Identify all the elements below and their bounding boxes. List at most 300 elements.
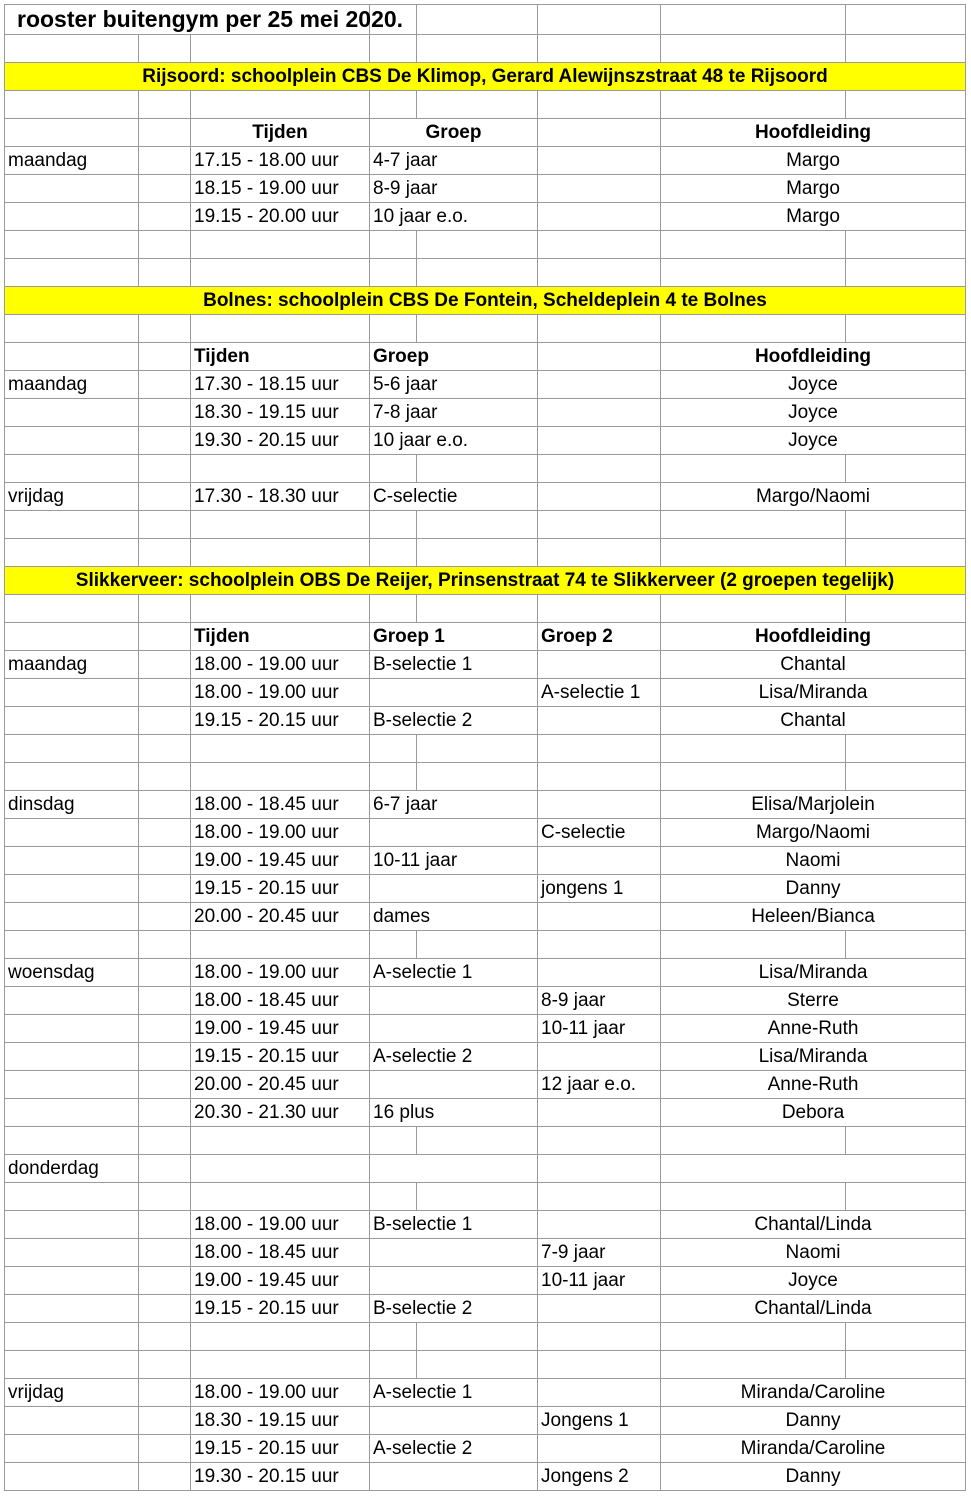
empty-cell[interactable] — [370, 455, 417, 483]
empty-cell[interactable] — [846, 91, 966, 119]
time-cell[interactable]: 18.15 - 19.00 uur — [191, 175, 370, 203]
empty-cell[interactable] — [846, 35, 966, 63]
leader-cell[interactable]: Joyce — [661, 427, 966, 455]
empty-cell[interactable] — [846, 315, 966, 343]
day-cell[interactable] — [5, 1435, 139, 1463]
empty-cell[interactable] — [370, 231, 417, 259]
time-cell[interactable]: 18.00 - 19.00 uur — [191, 1211, 370, 1239]
spacer-cell[interactable] — [139, 427, 191, 455]
empty-cell[interactable] — [661, 231, 846, 259]
leader-cell[interactable]: Chantal/Linda — [661, 1211, 966, 1239]
spacer-cell[interactable] — [139, 1379, 191, 1407]
leader-cell[interactable]: Danny — [661, 875, 966, 903]
group2-cell[interactable] — [538, 119, 661, 147]
empty-cell[interactable] — [191, 455, 370, 483]
time-cell[interactable]: 19.15 - 20.15 uur — [191, 707, 370, 735]
time-cell[interactable]: 19.00 - 19.45 uur — [191, 1015, 370, 1043]
leader-cell[interactable]: Naomi — [661, 847, 966, 875]
section-title[interactable]: Rijsoord: schoolplein CBS De Klimop, Gerard Alewijnszstraat 48 te Rijsoord — [5, 63, 966, 91]
empty-cell[interactable] — [191, 1183, 370, 1211]
empty-cell[interactable] — [191, 763, 370, 791]
empty-cell[interactable] — [191, 511, 370, 539]
spacer-cell[interactable] — [139, 203, 191, 231]
group2-cell[interactable] — [538, 427, 661, 455]
day-cell[interactable] — [5, 427, 139, 455]
empty-cell[interactable] — [139, 1323, 191, 1351]
empty-cell[interactable] — [538, 1127, 661, 1155]
group1-cell[interactable]: Groep 1 — [370, 623, 538, 651]
group1-cell[interactable] — [370, 1015, 538, 1043]
group2-cell[interactable] — [538, 1155, 661, 1183]
group1-cell[interactable]: 8-9 jaar — [370, 175, 538, 203]
group1-cell[interactable]: 6-7 jaar — [370, 791, 538, 819]
group1-cell[interactable]: A-selectie 2 — [370, 1043, 538, 1071]
day-cell[interactable] — [5, 1295, 139, 1323]
group1-cell[interactable]: Groep — [370, 343, 538, 371]
empty-cell[interactable] — [417, 931, 538, 959]
empty-cell[interactable] — [846, 763, 966, 791]
spacer-cell[interactable] — [139, 399, 191, 427]
empty-cell[interactable] — [661, 735, 846, 763]
leader-cell[interactable]: Heleen/Bianca — [661, 903, 966, 931]
time-cell[interactable]: 19.15 - 20.15 uur — [191, 1435, 370, 1463]
group2-cell[interactable] — [538, 1099, 661, 1127]
empty-cell[interactable] — [538, 1323, 661, 1351]
group1-cell[interactable]: Groep — [370, 119, 538, 147]
group2-cell[interactable] — [538, 1295, 661, 1323]
empty-cell[interactable] — [139, 763, 191, 791]
group2-cell[interactable] — [538, 707, 661, 735]
empty-cell[interactable] — [5, 35, 139, 63]
time-cell[interactable]: 18.00 - 18.45 uur — [191, 791, 370, 819]
spacer-cell[interactable] — [139, 483, 191, 511]
empty-cell[interactable] — [5, 455, 139, 483]
sheet-title[interactable]: rooster buitengym per 25 mei 2020. — [5, 5, 370, 35]
day-cell[interactable]: maandag — [5, 147, 139, 175]
time-cell[interactable]: 17.30 - 18.30 uur — [191, 483, 370, 511]
leader-cell[interactable]: Joyce — [661, 371, 966, 399]
empty-cell[interactable] — [846, 735, 966, 763]
group1-cell[interactable]: 10-11 jaar — [370, 847, 538, 875]
empty-cell[interactable] — [370, 315, 417, 343]
empty-cell[interactable] — [661, 1323, 846, 1351]
spacer-cell[interactable] — [139, 1155, 191, 1183]
empty-cell[interactable] — [370, 91, 417, 119]
empty-cell[interactable] — [191, 231, 370, 259]
empty-cell[interactable] — [538, 259, 661, 287]
empty-cell[interactable] — [846, 1351, 966, 1379]
section-title[interactable]: Slikkerveer: schoolplein OBS De Reijer, Prinsenstraat 74 te Slikkerveer (2 groepen tegelijk) — [5, 567, 966, 595]
empty-cell[interactable] — [661, 763, 846, 791]
group1-cell[interactable]: A-selectie 1 — [370, 959, 538, 987]
group2-cell[interactable]: A-selectie 1 — [538, 679, 661, 707]
empty-cell[interactable] — [846, 1323, 966, 1351]
leader-cell[interactable]: Margo — [661, 203, 966, 231]
time-cell[interactable]: 19.30 - 20.15 uur — [191, 1463, 370, 1491]
empty-cell[interactable] — [139, 1351, 191, 1379]
group2-cell[interactable] — [538, 1211, 661, 1239]
spacer-cell[interactable] — [139, 679, 191, 707]
section-title[interactable]: Bolnes: schoolplein CBS De Fontein, Scheldeplein 4 te Bolnes — [5, 287, 966, 315]
time-cell[interactable]: 19.30 - 20.15 uur — [191, 427, 370, 455]
group1-cell[interactable]: 4-7 jaar — [370, 147, 538, 175]
empty-cell[interactable] — [191, 539, 370, 567]
group1-cell[interactable]: A-selectie 1 — [370, 1379, 538, 1407]
group1-cell[interactable] — [370, 1239, 538, 1267]
time-cell[interactable]: 20.00 - 20.45 uur — [191, 903, 370, 931]
leader-cell[interactable]: Hoofdleiding — [661, 623, 966, 651]
empty-cell[interactable] — [370, 1323, 417, 1351]
empty-cell[interactable] — [661, 539, 846, 567]
time-cell[interactable]: 19.00 - 19.45 uur — [191, 847, 370, 875]
empty-cell[interactable] — [417, 91, 538, 119]
leader-cell[interactable]: Chantal/Linda — [661, 1295, 966, 1323]
empty-cell[interactable] — [538, 91, 661, 119]
empty-cell[interactable] — [370, 763, 417, 791]
empty-cell[interactable] — [417, 595, 538, 623]
empty-cell[interactable] — [846, 1127, 966, 1155]
group1-cell[interactable]: A-selectie 2 — [370, 1435, 538, 1463]
day-cell[interactable] — [5, 1211, 139, 1239]
spacer-cell[interactable] — [139, 1295, 191, 1323]
group2-cell[interactable]: jongens 1 — [538, 875, 661, 903]
leader-cell[interactable]: Anne-Ruth — [661, 1015, 966, 1043]
empty-cell[interactable] — [5, 735, 139, 763]
empty-cell[interactable] — [370, 1183, 417, 1211]
empty-cell[interactable] — [139, 35, 191, 63]
group1-cell[interactable]: B-selectie 1 — [370, 1211, 538, 1239]
leader-cell[interactable]: Margo — [661, 175, 966, 203]
leader-cell[interactable] — [661, 1155, 966, 1183]
time-cell[interactable]: 18.00 - 18.45 uur — [191, 1239, 370, 1267]
empty-cell[interactable] — [846, 1183, 966, 1211]
empty-cell[interactable] — [846, 511, 966, 539]
group2-cell[interactable]: 12 jaar e.o. — [538, 1071, 661, 1099]
day-cell[interactable] — [5, 623, 139, 651]
empty-cell[interactable] — [370, 1351, 417, 1379]
empty-cell[interactable] — [139, 595, 191, 623]
empty-cell[interactable] — [370, 1127, 417, 1155]
empty-cell[interactable] — [5, 595, 139, 623]
empty-cell[interactable] — [846, 455, 966, 483]
empty-cell[interactable] — [139, 1127, 191, 1155]
group2-cell[interactable] — [538, 651, 661, 679]
empty-cell[interactable] — [5, 511, 139, 539]
empty-cell[interactable] — [417, 1351, 538, 1379]
time-cell[interactable]: Tijden — [191, 623, 370, 651]
spacer-cell[interactable] — [139, 875, 191, 903]
group1-cell[interactable] — [370, 1071, 538, 1099]
group2-cell[interactable] — [538, 847, 661, 875]
time-cell[interactable]: Tijden — [191, 119, 370, 147]
empty-cell[interactable] — [5, 539, 139, 567]
empty-cell[interactable] — [417, 5, 538, 35]
empty-cell[interactable] — [846, 539, 966, 567]
day-cell[interactable] — [5, 203, 139, 231]
day-cell[interactable] — [5, 819, 139, 847]
group1-cell[interactable] — [370, 875, 538, 903]
leader-cell[interactable]: Hoofdleiding — [661, 343, 966, 371]
time-cell[interactable]: 18.00 - 19.00 uur — [191, 679, 370, 707]
spacer-cell[interactable] — [139, 987, 191, 1015]
time-cell[interactable]: 18.00 - 19.00 uur — [191, 1379, 370, 1407]
spacer-cell[interactable] — [139, 1463, 191, 1491]
group1-cell[interactable]: 10 jaar e.o. — [370, 427, 538, 455]
time-cell[interactable]: 18.30 - 19.15 uur — [191, 1407, 370, 1435]
empty-cell[interactable] — [139, 511, 191, 539]
spacer-cell[interactable] — [139, 707, 191, 735]
empty-cell[interactable] — [846, 231, 966, 259]
spacer-cell[interactable] — [139, 959, 191, 987]
time-cell[interactable]: 19.15 - 20.15 uur — [191, 1043, 370, 1071]
day-cell[interactable] — [5, 987, 139, 1015]
empty-cell[interactable] — [417, 1127, 538, 1155]
group2-cell[interactable] — [538, 483, 661, 511]
time-cell[interactable] — [191, 1155, 370, 1183]
spacer-cell[interactable] — [139, 903, 191, 931]
day-cell[interactable] — [5, 343, 139, 371]
group2-cell[interactable] — [538, 203, 661, 231]
empty-cell[interactable] — [417, 455, 538, 483]
empty-cell[interactable] — [5, 1183, 139, 1211]
empty-cell[interactable] — [538, 455, 661, 483]
group1-cell[interactable] — [370, 1267, 538, 1295]
leader-cell[interactable]: Debora — [661, 1099, 966, 1127]
empty-cell[interactable] — [370, 539, 417, 567]
spacer-cell[interactable] — [139, 119, 191, 147]
empty-cell[interactable] — [538, 1351, 661, 1379]
group2-cell[interactable] — [538, 1379, 661, 1407]
spacer-cell[interactable] — [139, 791, 191, 819]
empty-cell[interactable] — [538, 735, 661, 763]
day-cell[interactable] — [5, 175, 139, 203]
time-cell[interactable]: 19.15 - 20.15 uur — [191, 1295, 370, 1323]
time-cell[interactable]: Tijden — [191, 343, 370, 371]
empty-cell[interactable] — [5, 315, 139, 343]
empty-cell[interactable] — [191, 35, 370, 63]
day-cell[interactable]: vrijdag — [5, 1379, 139, 1407]
day-cell[interactable] — [5, 903, 139, 931]
spacer-cell[interactable] — [139, 1239, 191, 1267]
empty-cell[interactable] — [661, 315, 846, 343]
empty-cell[interactable] — [538, 231, 661, 259]
day-cell[interactable] — [5, 875, 139, 903]
day-cell[interactable] — [5, 1407, 139, 1435]
empty-cell[interactable] — [370, 735, 417, 763]
empty-cell[interactable] — [139, 539, 191, 567]
group2-cell[interactable] — [538, 903, 661, 931]
leader-cell[interactable]: Margo/Naomi — [661, 819, 966, 847]
day-cell[interactable]: maandag — [5, 651, 139, 679]
empty-cell[interactable] — [538, 35, 661, 63]
time-cell[interactable]: 19.00 - 19.45 uur — [191, 1267, 370, 1295]
empty-cell[interactable] — [661, 5, 846, 35]
leader-cell[interactable]: Sterre — [661, 987, 966, 1015]
spacer-cell[interactable] — [139, 847, 191, 875]
empty-cell[interactable] — [417, 735, 538, 763]
group2-cell[interactable]: 10-11 jaar — [538, 1267, 661, 1295]
group1-cell[interactable]: 10 jaar e.o. — [370, 203, 538, 231]
group2-cell[interactable] — [538, 959, 661, 987]
group2-cell[interactable] — [538, 175, 661, 203]
day-cell[interactable] — [5, 1071, 139, 1099]
group2-cell[interactable]: Jongens 2 — [538, 1463, 661, 1491]
group2-cell[interactable]: C-selectie — [538, 819, 661, 847]
empty-cell[interactable] — [661, 259, 846, 287]
time-cell[interactable]: 18.00 - 18.45 uur — [191, 987, 370, 1015]
time-cell[interactable]: 19.15 - 20.00 uur — [191, 203, 370, 231]
group1-cell[interactable] — [370, 679, 538, 707]
empty-cell[interactable] — [538, 315, 661, 343]
empty-cell[interactable] — [370, 35, 417, 63]
group1-cell[interactable]: B-selectie 2 — [370, 707, 538, 735]
empty-cell[interactable] — [370, 931, 417, 959]
group1-cell[interactable] — [370, 987, 538, 1015]
empty-cell[interactable] — [191, 735, 370, 763]
empty-cell[interactable] — [139, 91, 191, 119]
empty-cell[interactable] — [5, 1127, 139, 1155]
group1-cell[interactable]: 16 plus — [370, 1099, 538, 1127]
day-cell[interactable] — [5, 1267, 139, 1295]
empty-cell[interactable] — [191, 595, 370, 623]
empty-cell[interactable] — [417, 315, 538, 343]
empty-cell[interactable] — [538, 511, 661, 539]
day-cell[interactable] — [5, 119, 139, 147]
group1-cell[interactable] — [370, 1155, 538, 1183]
day-cell[interactable] — [5, 1099, 139, 1127]
empty-cell[interactable] — [139, 735, 191, 763]
empty-cell[interactable] — [417, 539, 538, 567]
time-cell[interactable]: 17.30 - 18.15 uur — [191, 371, 370, 399]
empty-cell[interactable] — [417, 259, 538, 287]
time-cell[interactable]: 17.15 - 18.00 uur — [191, 147, 370, 175]
empty-cell[interactable] — [191, 1323, 370, 1351]
day-cell[interactable] — [5, 1239, 139, 1267]
group1-cell[interactable]: dames — [370, 903, 538, 931]
empty-cell[interactable] — [661, 35, 846, 63]
time-cell[interactable]: 18.00 - 19.00 uur — [191, 819, 370, 847]
time-cell[interactable]: 18.30 - 19.15 uur — [191, 399, 370, 427]
day-cell[interactable] — [5, 847, 139, 875]
leader-cell[interactable]: Hoofdleiding — [661, 119, 966, 147]
empty-cell[interactable] — [191, 931, 370, 959]
empty-cell[interactable] — [417, 35, 538, 63]
leader-cell[interactable]: Joyce — [661, 399, 966, 427]
empty-cell[interactable] — [661, 511, 846, 539]
empty-cell[interactable] — [661, 931, 846, 959]
spacer-cell[interactable] — [139, 1435, 191, 1463]
empty-cell[interactable] — [191, 91, 370, 119]
group2-cell[interactable]: 7-9 jaar — [538, 1239, 661, 1267]
empty-cell[interactable] — [846, 259, 966, 287]
empty-cell[interactable] — [370, 511, 417, 539]
empty-cell[interactable] — [417, 511, 538, 539]
spacer-cell[interactable] — [139, 819, 191, 847]
leader-cell[interactable]: Lisa/Miranda — [661, 959, 966, 987]
leader-cell[interactable]: Margo — [661, 147, 966, 175]
time-cell[interactable]: 19.15 - 20.15 uur — [191, 875, 370, 903]
day-cell[interactable]: dinsdag — [5, 791, 139, 819]
empty-cell[interactable] — [5, 259, 139, 287]
empty-cell[interactable] — [5, 1323, 139, 1351]
empty-cell[interactable] — [417, 231, 538, 259]
empty-cell[interactable] — [139, 1183, 191, 1211]
empty-cell[interactable] — [538, 1183, 661, 1211]
group2-cell[interactable] — [538, 147, 661, 175]
group2-cell[interactable] — [538, 343, 661, 371]
group2-cell[interactable]: 8-9 jaar — [538, 987, 661, 1015]
empty-cell[interactable] — [370, 259, 417, 287]
spacer-cell[interactable] — [139, 1267, 191, 1295]
empty-cell[interactable] — [538, 931, 661, 959]
day-cell[interactable] — [5, 1043, 139, 1071]
leader-cell[interactable]: Margo/Naomi — [661, 483, 966, 511]
empty-cell[interactable] — [846, 5, 966, 35]
leader-cell[interactable]: Anne-Ruth — [661, 1071, 966, 1099]
empty-cell[interactable] — [139, 231, 191, 259]
group2-cell[interactable] — [538, 791, 661, 819]
group2-cell[interactable]: 10-11 jaar — [538, 1015, 661, 1043]
day-cell[interactable]: maandag — [5, 371, 139, 399]
empty-cell[interactable] — [538, 5, 661, 35]
empty-cell[interactable] — [191, 1351, 370, 1379]
spacer-cell[interactable] — [139, 1043, 191, 1071]
empty-cell[interactable] — [139, 259, 191, 287]
spacer-cell[interactable] — [139, 147, 191, 175]
spacer-cell[interactable] — [139, 1099, 191, 1127]
spacer-cell[interactable] — [139, 1015, 191, 1043]
group1-cell[interactable] — [370, 1463, 538, 1491]
empty-cell[interactable] — [661, 1351, 846, 1379]
empty-cell[interactable] — [370, 595, 417, 623]
time-cell[interactable]: 20.30 - 21.30 uur — [191, 1099, 370, 1127]
empty-cell[interactable] — [191, 315, 370, 343]
day-cell[interactable] — [5, 1463, 139, 1491]
empty-cell[interactable] — [846, 931, 966, 959]
spacer-cell[interactable] — [139, 175, 191, 203]
time-cell[interactable]: 20.00 - 20.45 uur — [191, 1071, 370, 1099]
empty-cell[interactable] — [417, 1183, 538, 1211]
empty-cell[interactable] — [417, 1323, 538, 1351]
empty-cell[interactable] — [661, 455, 846, 483]
leader-cell[interactable]: Miranda/Caroline — [661, 1379, 966, 1407]
spacer-cell[interactable] — [139, 343, 191, 371]
empty-cell[interactable] — [139, 455, 191, 483]
group1-cell[interactable]: B-selectie 2 — [370, 1295, 538, 1323]
leader-cell[interactable]: Miranda/Caroline — [661, 1435, 966, 1463]
leader-cell[interactable]: Danny — [661, 1407, 966, 1435]
day-cell[interactable] — [5, 1015, 139, 1043]
day-cell[interactable] — [5, 679, 139, 707]
empty-cell[interactable] — [5, 1351, 139, 1379]
day-cell[interactable]: vrijdag — [5, 483, 139, 511]
group2-cell[interactable] — [538, 371, 661, 399]
spacer-cell[interactable] — [139, 651, 191, 679]
empty-cell[interactable] — [5, 91, 139, 119]
leader-cell[interactable]: Lisa/Miranda — [661, 1043, 966, 1071]
leader-cell[interactable]: Chantal — [661, 651, 966, 679]
leader-cell[interactable]: Elisa/Marjolein — [661, 791, 966, 819]
day-cell[interactable]: donderdag — [5, 1155, 139, 1183]
group1-cell[interactable] — [370, 819, 538, 847]
empty-cell[interactable] — [139, 931, 191, 959]
leader-cell[interactable]: Lisa/Miranda — [661, 679, 966, 707]
empty-cell[interactable] — [538, 595, 661, 623]
empty-cell[interactable] — [661, 91, 846, 119]
group2-cell[interactable] — [538, 1043, 661, 1071]
empty-cell[interactable] — [139, 315, 191, 343]
empty-cell[interactable] — [846, 595, 966, 623]
